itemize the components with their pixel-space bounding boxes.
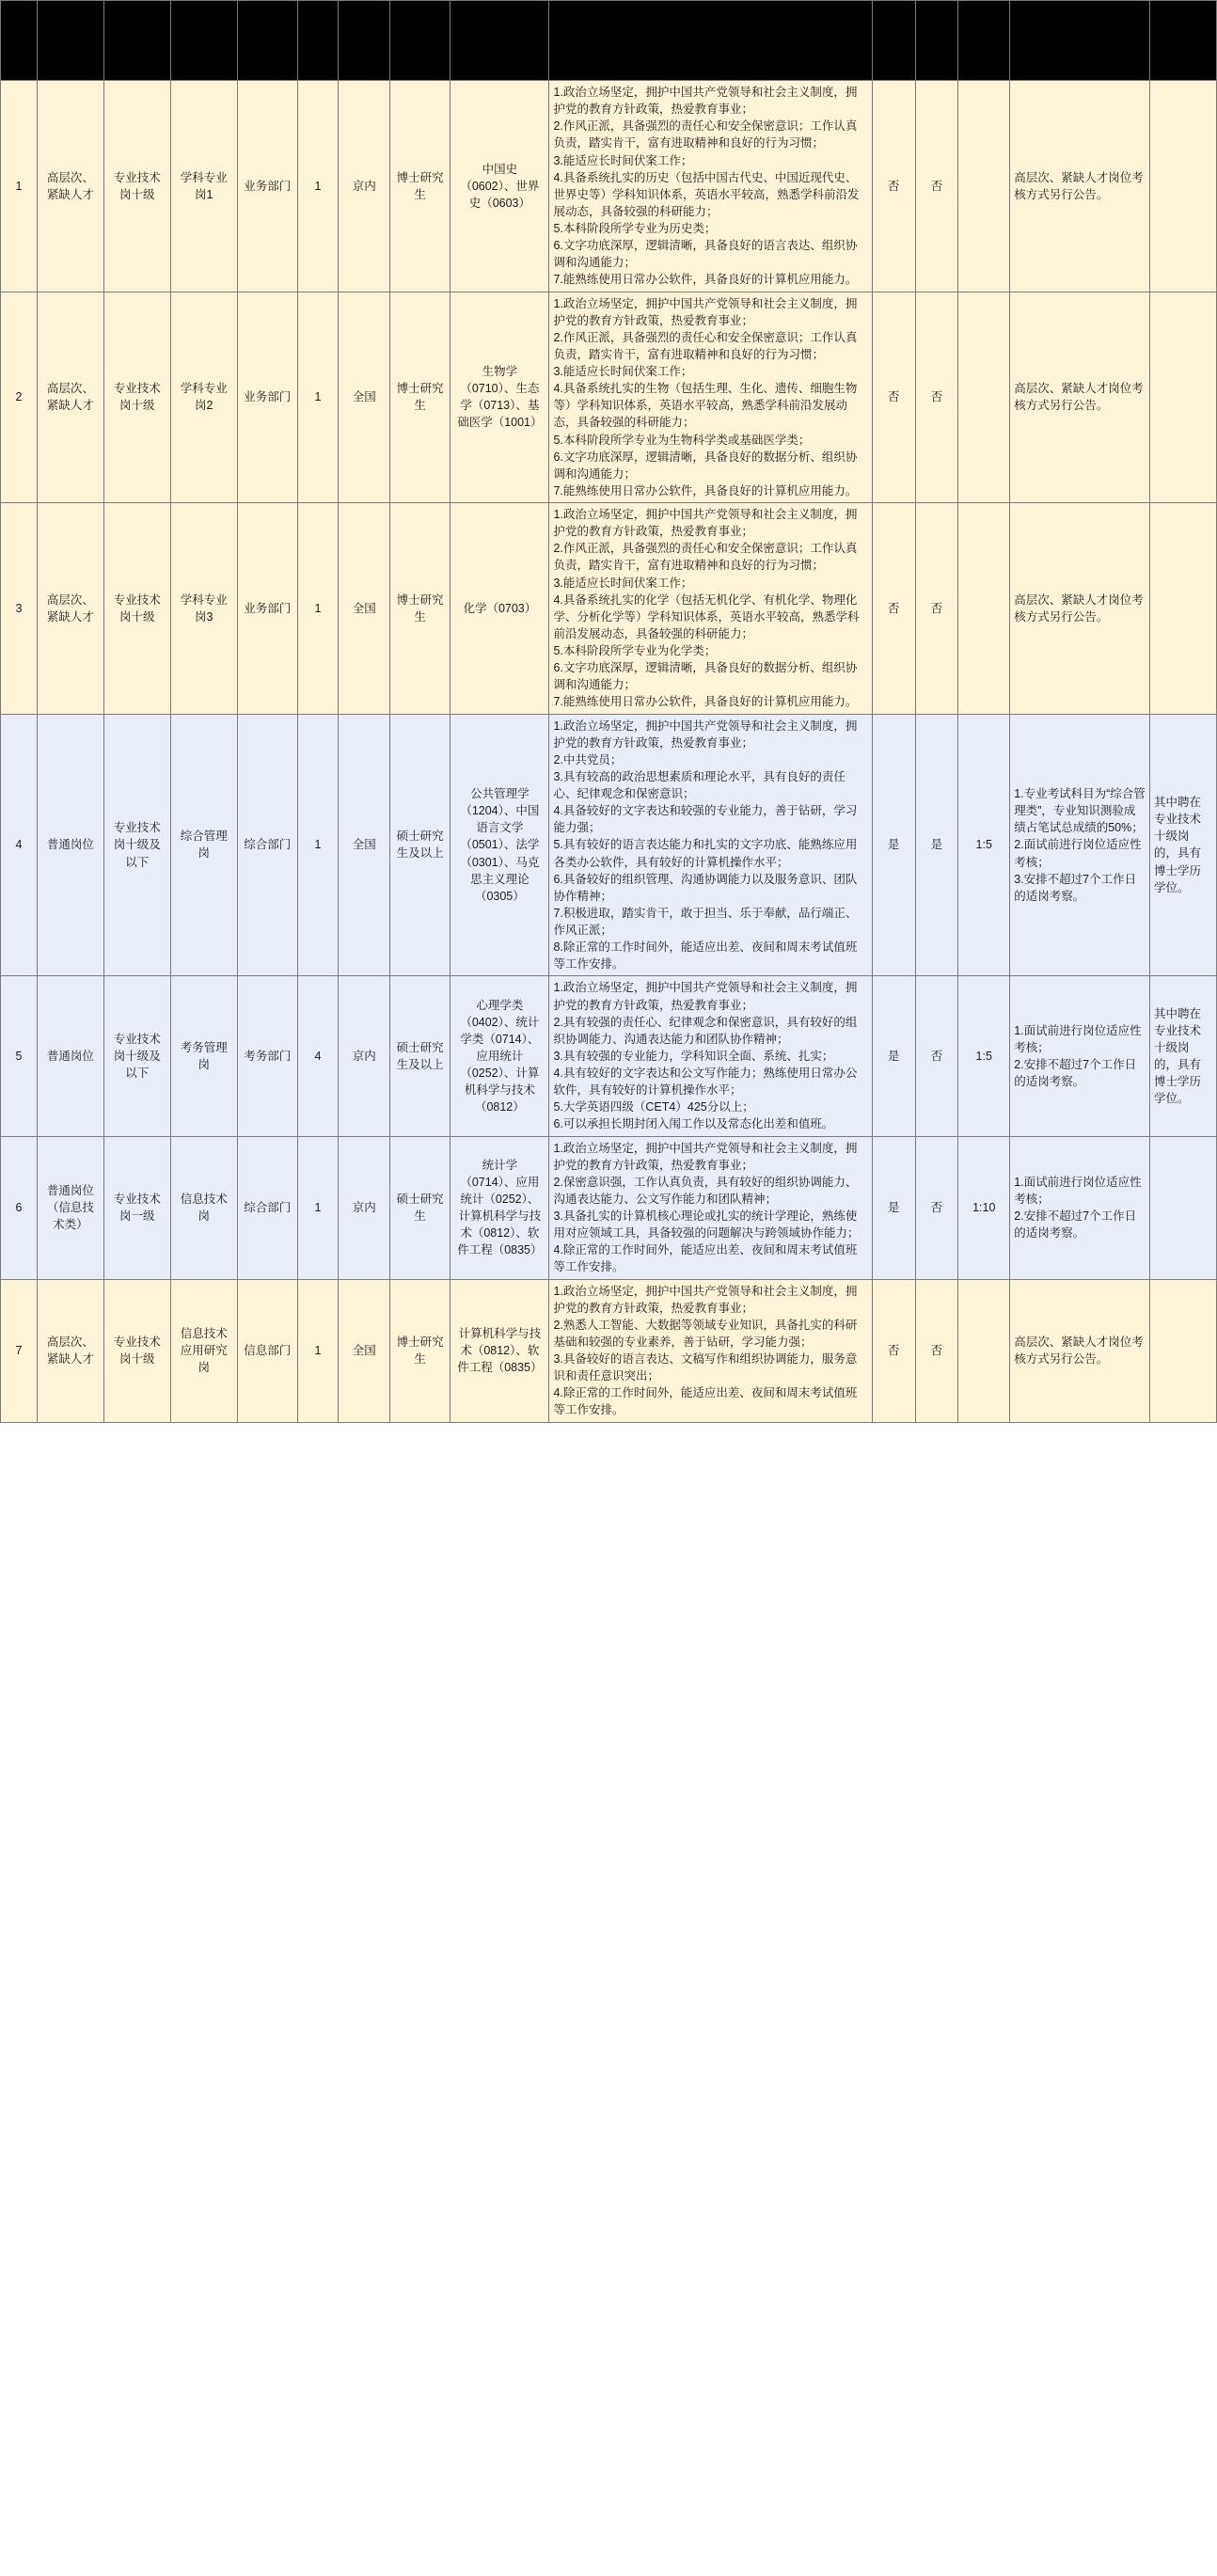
cell-number: 1 (297, 1279, 338, 1422)
cell-location: 全国 (339, 292, 390, 503)
table-row (1, 1279, 1217, 1422)
cell-written-exam: 否 (872, 503, 915, 715)
cell-post-category: 高层次、紧缺人才 (37, 292, 103, 503)
cell-interview: 否 (915, 1279, 958, 1422)
cell-department: 考务部门 (237, 976, 297, 1136)
cell-index: 3 (1, 503, 38, 715)
cell-post-name: 考务管理岗 (170, 976, 237, 1136)
cell-ratio (958, 503, 1010, 715)
cell-remark (1149, 1136, 1216, 1279)
table-header (1, 1, 1217, 81)
header-remark: 备注 (1149, 1, 1216, 81)
header-requirements: 招聘条件 (549, 1, 872, 81)
cell-index: 2 (1, 292, 38, 503)
cell-post-level: 专业技术岗十级及以下 (103, 976, 170, 1136)
table-row (1, 81, 1217, 292)
header-department: 工作部门/人员 (237, 1, 297, 81)
cell-index: 5 (1, 976, 38, 1136)
header-location: 地点 (339, 1, 390, 81)
header-post-name: 岗位名称 (170, 1, 237, 81)
cell-ratio: 1:5 (958, 714, 1010, 976)
table-row (1, 292, 1217, 503)
header-post-category: 岗位类别 (37, 1, 103, 81)
cell-post-category: 高层次、紧缺人才 (37, 1279, 103, 1422)
cell-location: 京内 (339, 81, 390, 292)
cell-major: 中国史（0602）、世界史（0603） (450, 81, 549, 292)
cell-major: 化学（0703） (450, 503, 549, 715)
cell-interview: 否 (915, 1136, 958, 1279)
cell-department: 综合部门 (237, 1136, 297, 1279)
cell-post-category: 高层次、紧缺人才 (37, 81, 103, 292)
cell-number: 1 (297, 292, 338, 503)
cell-interview: 否 (915, 503, 958, 715)
cell-number: 1 (297, 503, 338, 715)
cell-post-level: 专业技术岗十级 (103, 1279, 170, 1422)
cell-remark (1149, 292, 1216, 503)
cell-location: 全国 (339, 503, 390, 715)
cell-number: 1 (297, 1136, 338, 1279)
cell-index: 7 (1, 1279, 38, 1422)
cell-inspection: 1.面试前进行岗位适应性考核； 2.安排不超过7个工作日的适岗考察。 (1010, 976, 1150, 1136)
cell-requirements: 1.政治立场坚定，拥护中国共产党领导和社会主义制度，拥护党的教育方针政策，热爱教育事业； 2.作风正派，具备强烈的责任心和安全保密意识；工作认真负责，踏实肯干，富有进取精神和良好的行为习惯； 3.能适应长时间伏案工作； 4.具备系统扎实的化学（包括无机化学、有机化学、物理化学、分析化学等）学科知识体系，英语水平较高，熟悉学科前沿发展动态，具备较强的科研能力； 5.本科阶段所学专业为化学类； 6.文字功底深厚，逻辑清晰，具备良好的数据分析、组织协调和沟通能力； 7.能熟练使用日常办公软件，具备良好的计算机应用能力。 (549, 503, 872, 715)
cell-education: 博士研究生 (390, 503, 450, 715)
cell-post-level: 专业技术岗十级 (103, 292, 170, 503)
cell-remark: 其中聘在专业技术十级岗的，具有博士学历学位。 (1149, 714, 1216, 976)
cell-department: 业务部门 (237, 81, 297, 292)
cell-major: 统计学（0714）、应用统计（0252）、计算机科学与技术（0812）、软件工程（0835） (450, 1136, 549, 1279)
cell-ratio (958, 81, 1010, 292)
header-ratio: 笔试面试比例 (958, 1, 1010, 81)
cell-written-exam: 是 (872, 976, 915, 1136)
cell-post-level: 专业技术岗十级 (103, 503, 170, 715)
cell-major: 公共管理学（1204）、中国语言文学（0501）、法学（0301）、马克思主义理论（0305） (450, 714, 549, 976)
cell-ratio: 1:5 (958, 976, 1010, 1136)
cell-remark (1149, 81, 1216, 292)
header-post-level: 岗位等级 (103, 1, 170, 81)
table-row (1, 714, 1217, 976)
cell-number: 1 (297, 81, 338, 292)
cell-post-name: 学科专业岗3 (170, 503, 237, 715)
cell-requirements: 1.政治立场坚定，拥护中国共产党领导和社会主义制度，拥护党的教育方针政策，热爱教育事业； 2.作风正派，具备强烈的责任心和安全保密意识；工作认真负责，踏实肯干，富有进取精神和良好的行为习惯； 3.能适应长时间伏案工作； 4.具备系统扎实的历史（包括中国古代史、中国近现代史、世界史等）学科知识体系，英语水平较高，熟悉学科前沿发展动态，具备较强的科研能力； 5.本科阶段所学专业为历史类； 6.文字功底深厚，逻辑清晰，具备良好的语言表达、组织协调和沟通能力； 7.能熟练使用日常办公软件，具备良好的计算机应用能力。 (549, 81, 872, 292)
header-major: 专业要求 (450, 1, 549, 81)
cell-major: 心理学类（0402）、统计学类（0714）、应用统计（0252）、计算机科学与技术（0812） (450, 976, 549, 1136)
cell-number: 1 (297, 714, 338, 976)
cell-written-exam: 否 (872, 81, 915, 292)
cell-education: 博士研究生 (390, 292, 450, 503)
cell-post-level: 专业技术岗十级 (103, 81, 170, 292)
cell-department: 综合部门 (237, 714, 297, 976)
cell-department: 业务部门 (237, 503, 297, 715)
cell-post-category: 普通岗位 (37, 976, 103, 1136)
cell-inspection: 1.面试前进行岗位适应性考核； 2.安排不超过7个工作日的适岗考察。 (1010, 1136, 1150, 1279)
cell-education: 硕士研究生及以上 (390, 976, 450, 1136)
table-row (1, 503, 1217, 715)
header-number: 数量 (297, 1, 338, 81)
cell-requirements: 1.政治立场坚定，拥护中国共产党领导和社会主义制度，拥护党的教育方针政策，热爱教育事业； 2.中共党员； 3.具有较高的政治思想素质和理论水平，具有良好的责任心、纪律观念和保密意识； 4.具备较好的文字表达和较强的专业能力，善于钻研，学习能力强； 5.具有较好的语言表达能力和扎实的文字功底、能熟练应用各类办公软件，具有较好的计算机操作水平； 6.具备较好的组织管理、沟通协调能力以及服务意识、团队协作精神； 7.积极进取，踏实肯干，敢于担当、乐于奉献，品行端正、作风正派； 8.除正常的工作时间外，能适应出差、夜间和周末考试值班等工作安排。 (549, 714, 872, 976)
cell-inspection: 1.专业考试科目为“综合管理类”，专业知识测验成绩占笔试总成绩的50%； 2.面试前进行岗位适应性考核； 3.安排不超过7个工作日的适岗考察。 (1010, 714, 1150, 976)
cell-major: 生物学（0710）、生态学（0713）、基础医学（1001） (450, 292, 549, 503)
cell-written-exam: 否 (872, 292, 915, 503)
header-written-exam: 是否笔试(开卷/闭卷) (872, 1, 915, 81)
cell-number: 4 (297, 976, 338, 1136)
cell-requirements: 1.政治立场坚定，拥护中国共产党领导和社会主义制度，拥护党的教育方针政策，热爱教育事业； 2.具有较强的责任心、纪律观念和保密意识，具有较好的组织协调能力、沟通表达能力和团队协作精神； 3.具有较强的专业能力，学科知识全面、系统、扎实； 4.具有较好的文字表达和公文写作能力；熟练使用日常办公软件，具有较好的计算机操作水平； 5.大学英语四级（CET4）425分以上； 6.可以承担长期封闭入闱工作以及常态化出差和值班。 (549, 976, 872, 1136)
cell-location: 京内 (339, 976, 390, 1136)
cell-post-name: 学科专业岗1 (170, 81, 237, 292)
cell-post-name: 综合管理岗 (170, 714, 237, 976)
cell-department: 业务部门 (237, 292, 297, 503)
cell-inspection: 高层次、紧缺人才岗位考核方式另行公告。 (1010, 292, 1150, 503)
cell-requirements: 1.政治立场坚定，拥护中国共产党领导和社会主义制度，拥护党的教育方针政策，热爱教育事业； 2.熟悉人工智能、大数据等领域专业知识，具备扎实的科研基础和较强的专业素养，善于钻研，学习能力强； 3.具备较好的语言表达、文稿写作和组织协调能力，服务意识和责任意识突出； 4.除正常的工作时间外，能适应出差、夜间和周末考试值班等工作安排。 (549, 1279, 872, 1422)
cell-ratio: 1:10 (958, 1136, 1010, 1279)
cell-written-exam: 是 (872, 1136, 915, 1279)
cell-interview: 否 (915, 81, 958, 292)
cell-education: 硕士研究生及以上 (390, 714, 450, 976)
table-row (1, 1136, 1217, 1279)
cell-post-level: 专业技术岗十级及以下 (103, 714, 170, 976)
cell-post-level: 专业技术岗一级 (103, 1136, 170, 1279)
header-inspection: 考察考核 (1010, 1, 1150, 81)
cell-requirements: 1.政治立场坚定，拥护中国共产党领导和社会主义制度，拥护党的教育方针政策，热爱教育事业； 2.作风正派，具备强烈的责任心和安全保密意识；工作认真负责，踏实肯干，富有进取精神和良好的行为习惯； 3.能适应长时间伏案工作； 4.具备系统扎实的生物（包括生理、生化、遗传、细胞生物等）学科知识体系，英语水平较高，熟悉学科前沿发展动态，具备较强的科研能力； 5.本科阶段所学专业为生物科学类或基础医学类； 6.文字功底深厚，逻辑清晰，具备良好的数据分析、组织协调和沟通能力； 7.能熟练使用日常办公软件，具备良好的计算机应用能力。 (549, 292, 872, 503)
cell-location: 全国 (339, 1279, 390, 1422)
cell-remark: 其中聘在专业技术十级岗的，具有博士学历学位。 (1149, 976, 1216, 1136)
cell-interview: 否 (915, 292, 958, 503)
table-header-row (1, 1, 1217, 81)
cell-post-category: 普通岗位 (37, 714, 103, 976)
cell-remark (1149, 1279, 1216, 1422)
cell-education: 博士研究生 (390, 81, 450, 292)
cell-requirements: 1.政治立场坚定，拥护中国共产党领导和社会主义制度，拥护党的教育方针政策，热爱教育事业； 2.保密意识强，工作认真负责，具有较好的组织协调能力、沟通表达能力、公文写作能力和团队精神； 3.具备扎实的计算机核心理论或扎实的统计学理论，熟练使用对应领域工具，具备较强的问题解决与跨领域协作能力； 4.除正常的工作时间外，能适应出差、夜间和周末考试值班等工作安排。 (549, 1136, 872, 1279)
cell-written-exam: 否 (872, 1279, 915, 1422)
cell-index: 4 (1, 714, 38, 976)
cell-index: 6 (1, 1136, 38, 1279)
cell-ratio (958, 292, 1010, 503)
cell-ratio (958, 1279, 1010, 1422)
cell-education: 硕士研究生 (390, 1136, 450, 1279)
cell-inspection: 高层次、紧缺人才岗位考核方式另行公告。 (1010, 503, 1150, 715)
cell-major: 计算机科学与技术（0812）、软件工程（0835） (450, 1279, 549, 1422)
cell-inspection: 高层次、紧缺人才岗位考核方式另行公告。 (1010, 81, 1150, 292)
cell-remark (1149, 503, 1216, 715)
cell-education: 博士研究生 (390, 1279, 450, 1422)
cell-post-name: 信息技术岗 (170, 1136, 237, 1279)
cell-post-name: 信息技术应用研究岗 (170, 1279, 237, 1422)
header-interview: 是否面试 (915, 1, 958, 81)
header-index: 序号 (1, 1, 38, 81)
header-education: 学历学位 (390, 1, 450, 81)
table-body (1, 81, 1217, 1423)
cell-interview: 是 (915, 714, 958, 976)
cell-location: 京内 (339, 1136, 390, 1279)
cell-post-name: 学科专业岗2 (170, 292, 237, 503)
cell-department: 信息部门 (237, 1279, 297, 1422)
cell-interview: 否 (915, 976, 958, 1136)
cell-post-category: 高层次、紧缺人才 (37, 503, 103, 715)
cell-inspection: 高层次、紧缺人才岗位考核方式另行公告。 (1010, 1279, 1150, 1422)
cell-post-category: 普通岗位（信息技术类） (37, 1136, 103, 1279)
cell-location: 全国 (339, 714, 390, 976)
cell-index: 1 (1, 81, 38, 292)
table-row (1, 976, 1217, 1136)
cell-written-exam: 是 (872, 714, 915, 976)
